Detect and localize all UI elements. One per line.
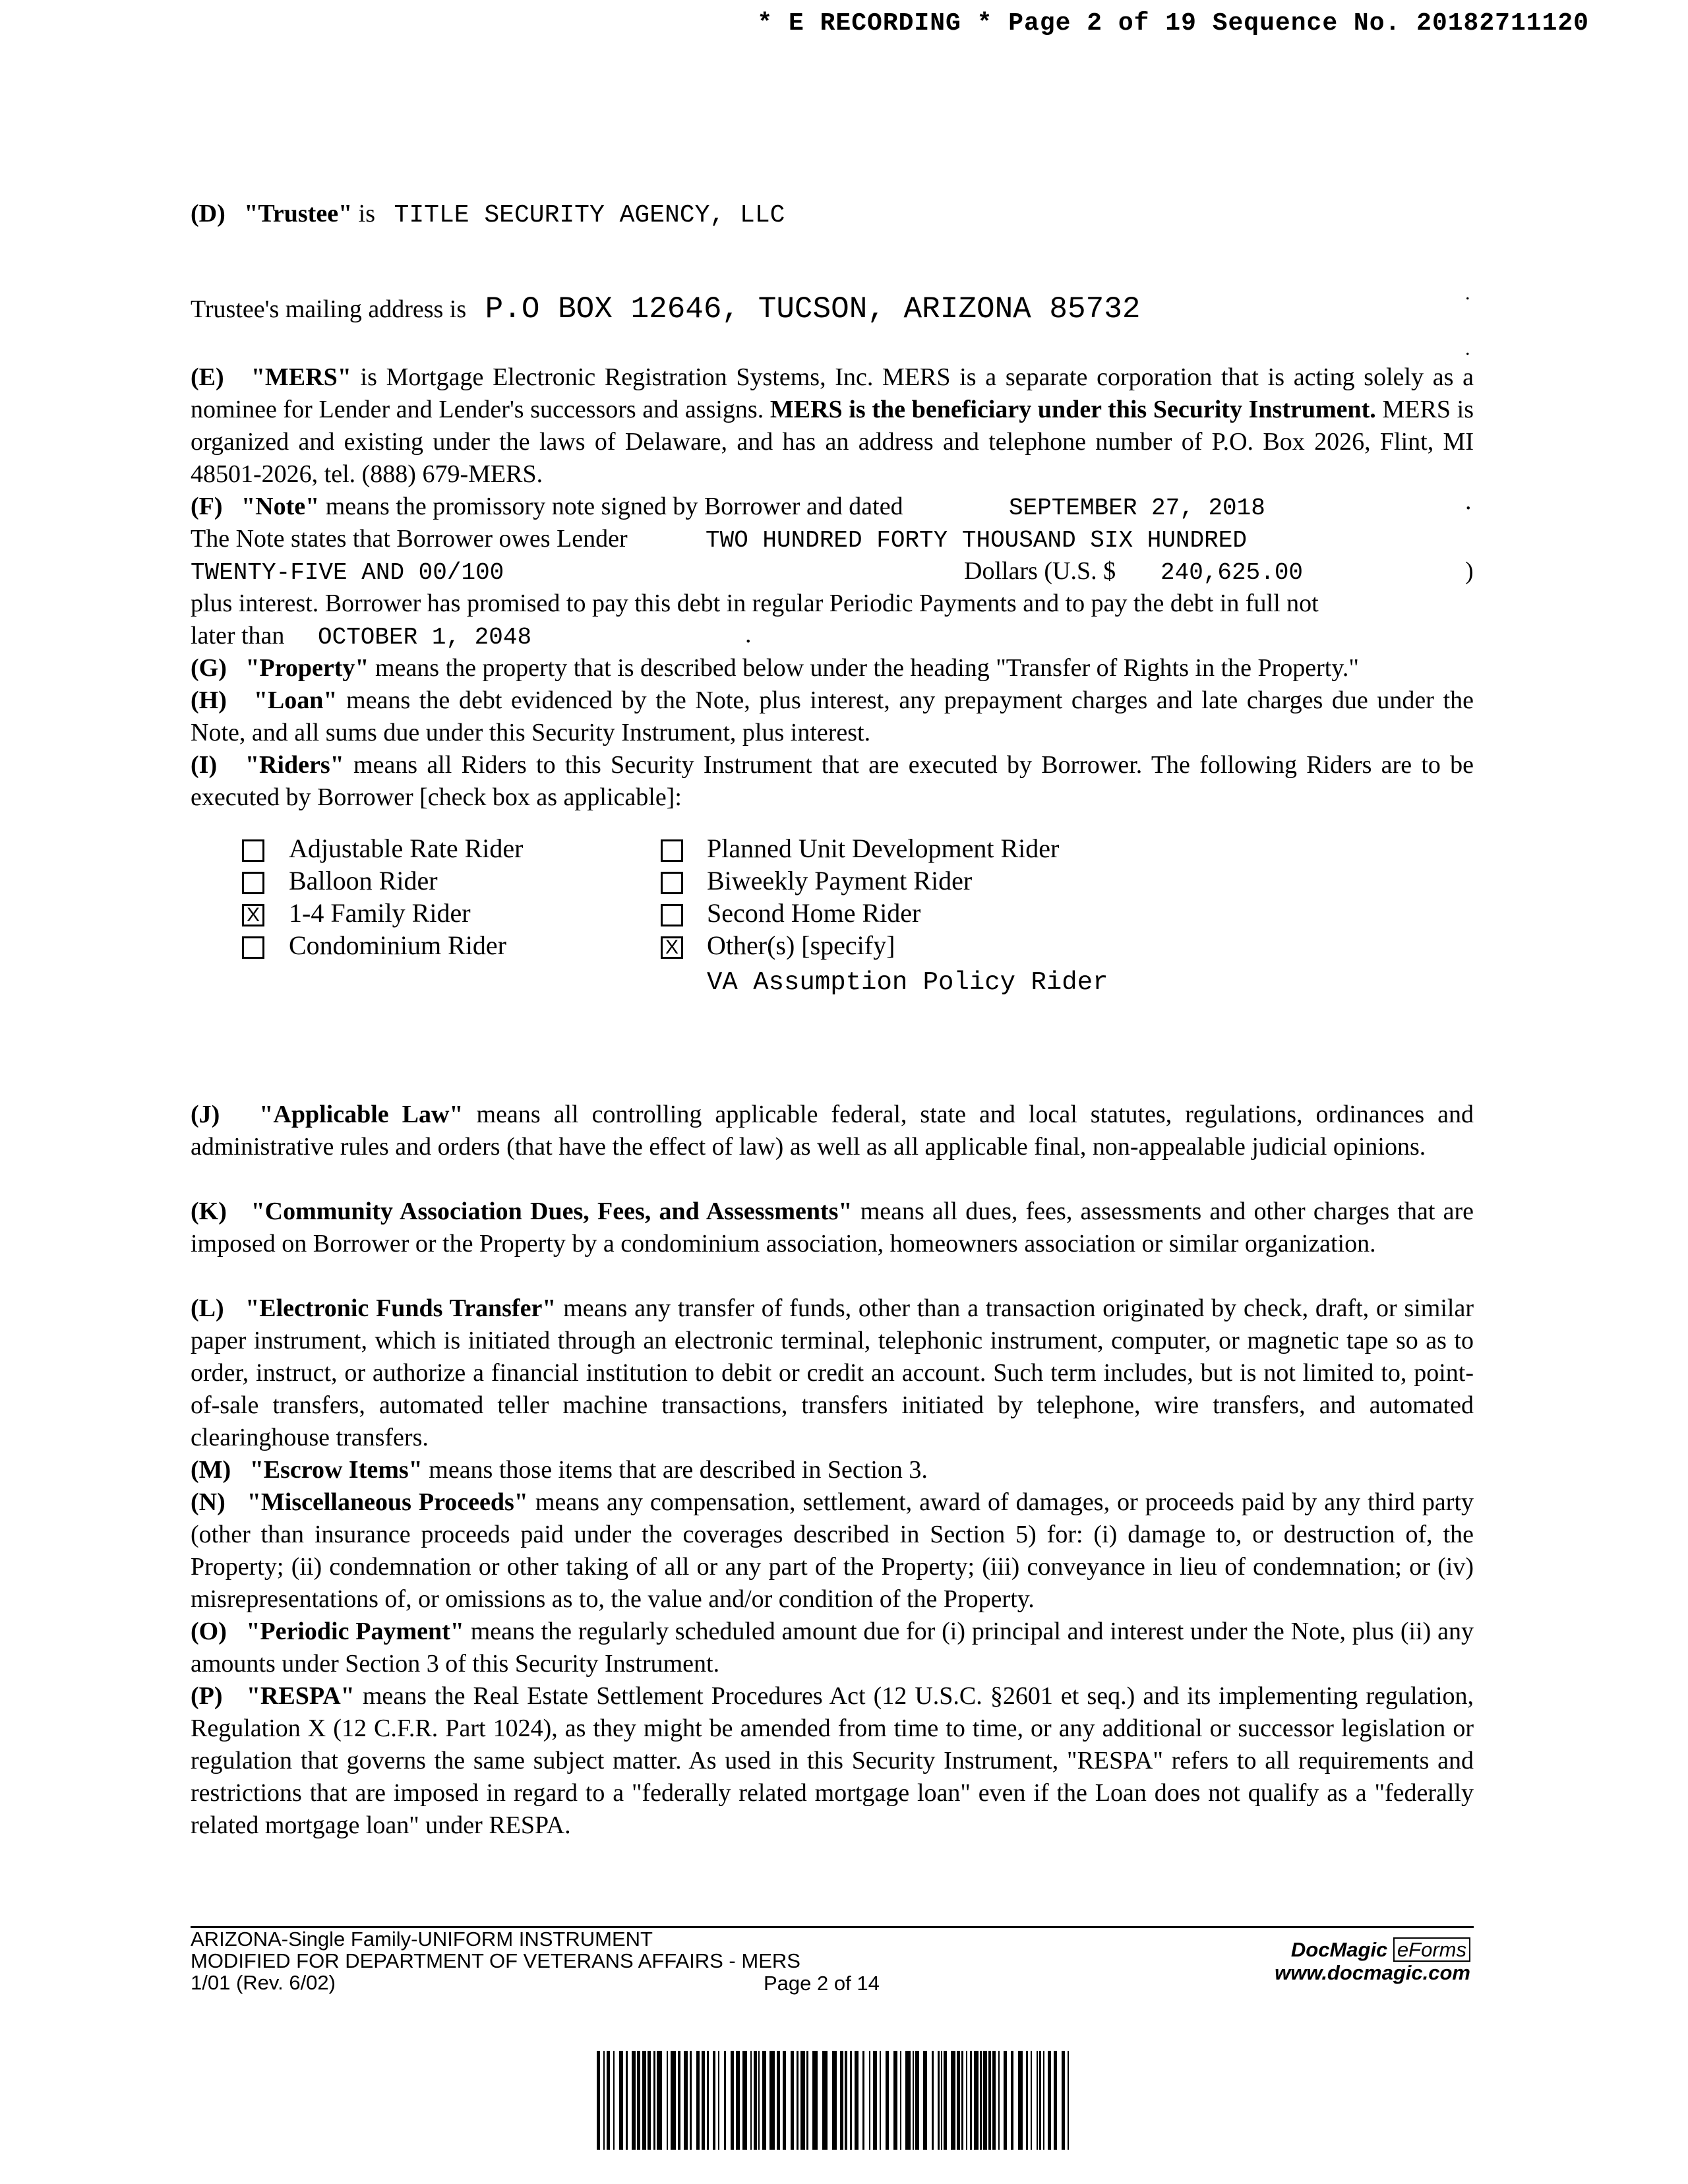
rider-label: Condominium Rider (289, 930, 506, 960)
brand-website: www.docmagic.com (1275, 1961, 1470, 1984)
rider-label: Other(s) [specify] (707, 930, 895, 960)
rider-checkbox[interactable] (242, 872, 264, 894)
trustee-line (191, 198, 785, 231)
mailing-address: P.O BOX 12646, TUCSON, ARIZONA 85732 (485, 292, 1141, 326)
term: "RESPA" (246, 1682, 355, 1710)
maturity-date: OCTOBER 1, 2048 (318, 624, 532, 651)
paragraph-text: means all Riders to this Security Instrument that are executed by Borrower. The following Riders are to be executed by Borrower [check box as applicable]: (191, 751, 1474, 811)
definition-escrow-items (191, 1454, 1474, 1486)
definition-applicable-law (191, 1099, 1474, 1163)
footer-line: 1/01 (Rev. 6/02) (191, 1971, 336, 1994)
term: "Riders" (245, 751, 344, 779)
footer-line: ARIZONA-Single Family-UNIFORM INSTRUMENT (191, 1927, 653, 1951)
riders-paragraph (191, 749, 1474, 814)
section-letter: (H) (191, 686, 227, 714)
term: "Periodic Payment" (246, 1618, 464, 1645)
note-line-3: plus interest. Borrower has promised to pay this debt in regular Periodic Payments and to pay the debt in full not (191, 590, 1319, 617)
term: "Escrow Items" (249, 1456, 423, 1484)
section-letter: (G) (191, 654, 227, 682)
paragraph-text: means any transfer of funds, other than a transaction originated by check, draft, or similar paper instrument, which is initiated through an electronic terminal, telephonic instrument, computer, or magnetic tape so as to order, instruct, or authorize a financial institution to debit or credit an account. Such term includes, but is not limited to, point-of-sale transfers, automated teller machine transactions, transfers initiated by telephone, wire transfers, and automated clearinghouse transfers. (191, 1294, 1474, 1451)
section-letter: (P) (191, 1682, 223, 1710)
paragraph-text: means the property that is described below under the heading "Transfer of Rights in the Property." (375, 654, 1359, 682)
mailing-label: Trustee's mailing address is (191, 295, 467, 323)
rider-checkbox[interactable]: X (242, 904, 264, 926)
mers-paragraph (191, 361, 1474, 491)
rider-checkbox[interactable] (661, 839, 683, 862)
section-letter: (N) (191, 1488, 226, 1516)
section-letter: (O) (191, 1618, 227, 1645)
rider-checkbox[interactable] (661, 904, 683, 926)
trustee-mailing-line (191, 293, 1140, 326)
term: "Applicable Law" (259, 1101, 464, 1128)
note-line-2: The Note states that Borrower owes Lender (191, 525, 628, 553)
term: "Community Association Dues, Fees, and Assessments" (251, 1198, 853, 1225)
rider-checkbox[interactable]: X (661, 936, 683, 959)
footer-line: MODIFIED FOR DEPARTMENT OF VETERANS AFFAIRS - MERS (191, 1949, 800, 1972)
rider-checkbox[interactable] (242, 839, 264, 862)
paragraph-text: means any compensation, settlement, award of damages, or proceeds paid by any third party (other than insurance proceeds paid under the coverages described in Section 5) for: (i) damage to, or destruction of, the Property; (ii) condemnation or other taking of all or any part of the Property; (iii) conveyance in lieu of condemnation; or (iv) misrepresentations of, or omissions as to, the value and/or condition of the Property. (191, 1488, 1474, 1613)
loan-paragraph (191, 684, 1474, 749)
definition-respa (191, 1680, 1474, 1842)
amount-words-2: TWENTY-FIVE AND 00/100 (191, 559, 504, 586)
term: "MERS" (251, 363, 351, 391)
footer-brand (1275, 1937, 1470, 1984)
definition-miscellaneous-proceeds (191, 1486, 1474, 1616)
rider-label: 1-4 Family Rider (289, 898, 471, 928)
property-paragraph (191, 652, 1474, 684)
note-later-label: later than (191, 622, 285, 650)
bold-text: MERS is the beneficiary under this Security Instrument. (769, 396, 1376, 423)
paragraph-text: means all dues, fees, assessments and other charges that are imposed on Borrower or the Property by a condominium association, homeowners association or similar organization. (191, 1198, 1474, 1258)
section-letter: (M) (191, 1456, 231, 1484)
dollars-label: Dollars (U.S. $ (964, 557, 1116, 585)
term: "Electronic Funds Transfer" (245, 1294, 557, 1322)
term: "Miscellaneous Proceeds" (247, 1488, 528, 1516)
footer-form-info (191, 1928, 800, 1993)
section-letter: (L) (191, 1294, 224, 1322)
section-letter: (J) (191, 1101, 220, 1128)
rider-checkbox[interactable] (242, 936, 264, 959)
definition-community-association (191, 1196, 1474, 1260)
definition-periodic-payment (191, 1616, 1474, 1680)
paragraph-text: is Mortgage Electronic Registration Systems, Inc. MERS is a separate corporation that is acting solely as a nominee for Lender and Lender's successors and assigns. (191, 363, 1474, 423)
dot-mark: . (1465, 487, 1472, 515)
paragraph-text: means the Real Estate Settlement Procedures Act (12 U.S.C. §2601 et seq.) and its implementing regulation, Regulation X (12 C.F.R. Part 1024), as they might be amended from time to time, or any additional or successor legislation or regulation that governs the same subject matter. As used in this Security Instrument, "RESPA" refers to all requirements and restrictions that are imposed in regard to a "federally related mortgage loan" even if the Loan does not qualify as a "federally related mortgage loan" under RESPA. (191, 1682, 1474, 1839)
paragraph-text: means the promissory note signed by Borrower and dated (325, 493, 903, 520)
term: "Note" (241, 493, 320, 520)
rider-label: Biweekly Payment Rider (707, 866, 973, 895)
trustee-is: is (358, 200, 376, 228)
paragraph-text: means the regularly scheduled amount due for (i) principal and interest under the Note, plus (ii) any amounts under Section 3 of this Security Instrument. (191, 1618, 1474, 1678)
brand-eforms-logo: eForms (1393, 1937, 1470, 1962)
rider-checkbox[interactable] (661, 872, 683, 894)
close-paren: ) (1465, 557, 1474, 585)
rider-label: Adjustable Rate Rider (289, 834, 524, 863)
trustee-name: TITLE SECURITY AGENCY, LLC (394, 201, 785, 229)
section-letter: (I) (191, 751, 218, 779)
definition-electronic-funds-transfer (191, 1292, 1474, 1454)
note-amount: 240,625.00 (1160, 559, 1304, 586)
dot-mark: . (745, 621, 752, 648)
term: "Loan" (253, 686, 338, 714)
term: "Trustee" (244, 200, 353, 228)
section-letter: (E) (191, 363, 224, 391)
section-letter: (D) (191, 200, 226, 228)
term: "Property" (245, 654, 369, 682)
brand-text: DocMagic (1290, 1938, 1388, 1961)
paragraph-text: means the debt evidenced by the Note, plus interest, any prepayment charges and late charges due under the Note, and all sums due under this Security Instrument, plus interest. (191, 686, 1474, 746)
paragraph-text: MERS is organized and existing under the laws of Delaware, and has an address and telephone number of P.O. Box 2026, Flint, MI 48501-2026, tel. (888) 679-MERS. (191, 396, 1474, 488)
paragraph-text: means all controlling applicable federal, state and local statutes, regulations, ordinances and administrative rules and orders (that have the effect of law) as well as all applicable final, non-appealable judicial opinions. (191, 1101, 1474, 1161)
dot-mark: . (1465, 338, 1470, 359)
paragraph-text: means those items that are described in Section 3. (429, 1456, 928, 1484)
note-line-1 (191, 491, 903, 523)
rider-label: Balloon Rider (289, 866, 438, 895)
brand-name (1275, 1937, 1470, 1962)
note-date: SEPTEMBER 27, 2018 (1009, 495, 1265, 522)
recording-header: * E RECORDING * Page 2 of 19 Sequence No. 20182711120 (757, 9, 1589, 38)
section-letter: (K) (191, 1198, 227, 1225)
section-letter: (F) (191, 493, 223, 520)
footer-page-number: Page 2 of 14 (764, 1972, 880, 1995)
rider-label: Planned Unit Development Rider (707, 834, 1060, 863)
amount-words-1: TWO HUNDRED FORTY THOUSAND SIX HUNDRED (706, 527, 1247, 554)
dot-mark: . (1465, 282, 1470, 304)
barcode-image (597, 2051, 1071, 2150)
rider-label: Second Home Rider (707, 898, 921, 928)
other-rider-specify: VA Assumption Policy Rider (707, 968, 1108, 997)
